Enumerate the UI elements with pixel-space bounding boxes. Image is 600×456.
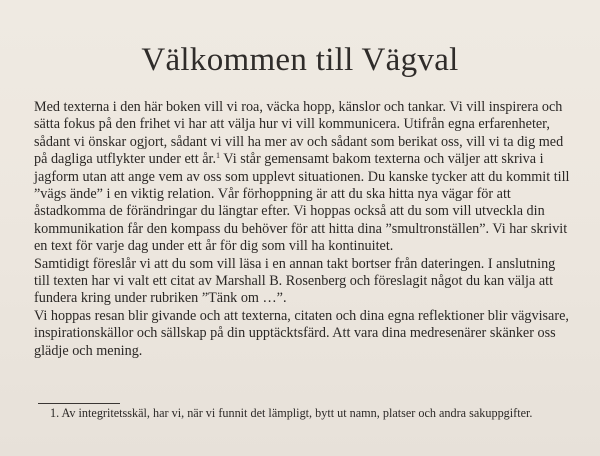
footnote-text: 1. Av integritetsskäl, har vi, när vi funnit det lämpligt, bytt ut namn, platser och andra sakuppgifter.	[50, 406, 533, 420]
paragraph-1	[34, 99, 570, 256]
paragraph-1-text-before: Med texterna i den här boken vill vi roa, väcka hopp, känslor och tankar. Vi vill inspirera och sätta fokus på den frihet vi har att välja hur vi vill kommunicera. Utifrån egna erfarenheter, sådant vi önskar ogjort, sådant vi vill ha mer av och sådant som berikat oss, vill vi ta dig med på dagliga utflykter under ett år.	[34, 99, 564, 168]
body-text	[34, 99, 570, 360]
footnote-reference[interactable]: 1	[216, 151, 221, 161]
page-title: Välkommen till Vägval	[141, 42, 459, 78]
paragraph-1-text-after: Vi står gemensamt bakom texterna och väljer att skriva i jagform utan att ange vem av oss som upplevt situationen. Du kanske tycker att du kommit till ”vägs ände” i en viktig relation. Vår förhoppning är att du ska hitta nya vägar för att åstadkomma de förändringar du längtar efter. Vi hoppas också att du som vill utveckla din kommunikation får den kompass du behöver för att hitta dina ”smultronställen”. Vi har skrivit en text för varje dag under ett år för dig som vill ha kontinuitet.	[34, 151, 570, 255]
paragraph-2: Samtidigt föreslår vi att du som vill läsa i en annan takt bortser från dateringen. I anslutning till texten har vi valt ett citat av Marshall B. Rosenberg och föreslagit något du kan välja att fundera kring under rubriken ”Tänk om …”.	[34, 255, 556, 307]
footnote-divider	[38, 403, 120, 404]
paragraph-3: Vi hoppas resan blir givande och att texterna, citaten och dina egna reflektioner blir vägvisare, inspirationskällor och sällskap på din upptäcktsfärd. Att vara dina medresenärer skänker oss glädje och mening.	[34, 307, 569, 359]
